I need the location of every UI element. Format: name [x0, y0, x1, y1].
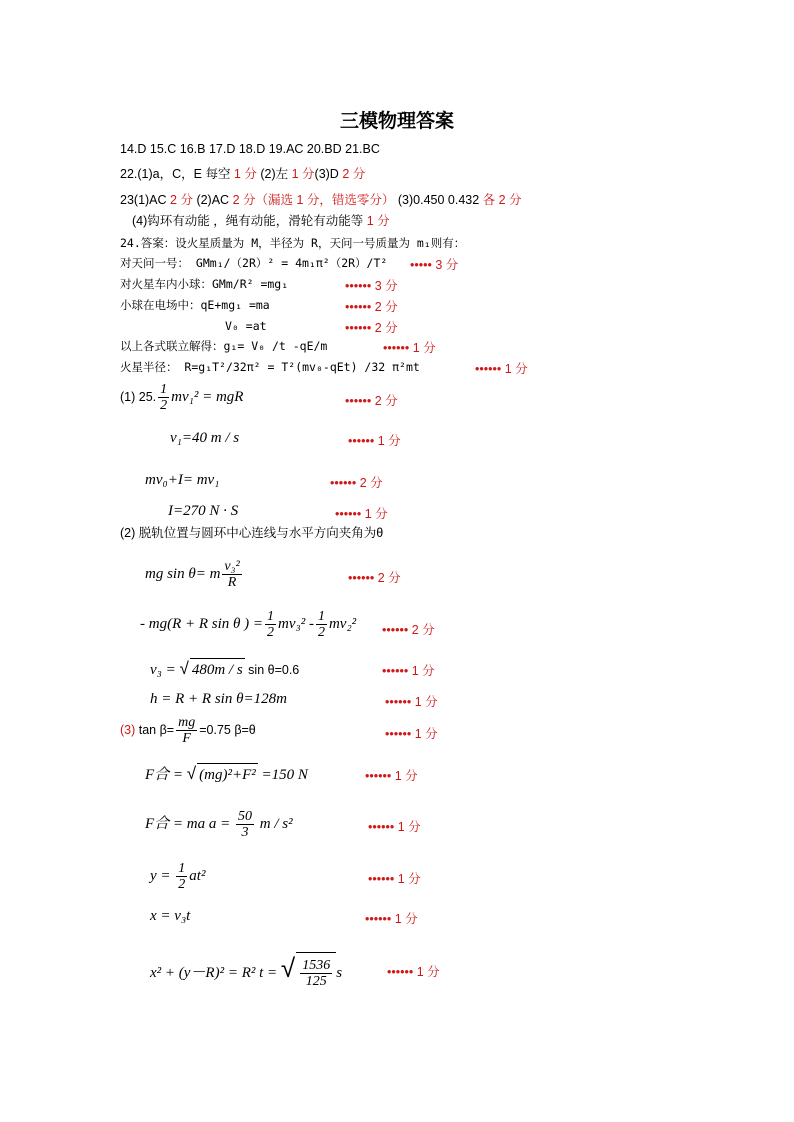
q23-score-1: 2 分 — [170, 193, 193, 207]
q24-line: V₀ =at — [225, 319, 267, 333]
q22-score-3: 2 分 — [342, 167, 366, 181]
q25-eq9-tail: =0.75 β=θ — [199, 723, 256, 737]
q25-eq12-tail: at² — [189, 868, 206, 884]
fraction-half: $\frac{1}{2}$ — [317, 609, 325, 641]
q25-eq10-tail: =150 N — [257, 767, 308, 783]
q25-eq11-text: F合 = ma a = — [145, 816, 234, 832]
fraction: $\frac{mg}{F}$ — [178, 715, 196, 747]
q25-eq5-text: mg sin θ= m — [145, 566, 221, 582]
q25-eq9-pre: tan β= — [135, 723, 175, 737]
q25-eq7-tail: sin θ=0.6 — [244, 663, 300, 677]
q25-eq10: F合 = √ (mg)²+F² =150 N — [145, 763, 308, 786]
q25-score: •••••• 1 分 — [368, 820, 421, 834]
q25-eq9 — [120, 710, 256, 750]
q23-a: 23(1)AC — [120, 193, 171, 207]
q24-heading: 24.答案：设火星质量为 M，半径为 R，天问一号质量为 m₁则有： — [120, 236, 466, 250]
q25-score: •••••• 2 分 — [345, 394, 398, 408]
q22-text: 22.(1)a，C，E 每空 — [120, 167, 234, 181]
sqrt-radicand: 480m / s — [190, 658, 245, 681]
q25-eq1 — [120, 382, 243, 413]
q25-part2-label: (2) 脱轨位置与圆环中心连线与水平方向夹角为θ — [120, 526, 384, 540]
q23-score-2: 2 分（漏选 1 分，错选零分） — [232, 193, 395, 207]
q25-score: •••••• 1 分 — [335, 507, 388, 521]
q22-score-2: 1 分 — [291, 167, 315, 181]
q25-score: •••••• 2 分 — [330, 476, 383, 490]
q24-score: •••••• 2 分 — [345, 300, 398, 314]
q24-score: •••••• 1 分 — [475, 362, 528, 376]
q25-part1-label: (1) 25. — [120, 390, 157, 404]
q25-eq1-text: mv₁² = mgR — [171, 389, 244, 405]
q25-eq4: I=270 N · S — [168, 503, 239, 519]
q24-line: 以上各式联立解得：g₁= V₀ /t -qE/m — [120, 339, 328, 353]
q24-line: 小球在电场中：qE+mg₁ =ma — [120, 298, 270, 312]
q25-part3-label: (3) — [120, 723, 136, 737]
q24-score: ••••• 3 分 — [410, 258, 459, 272]
fraction: $\frac{50}{3}$ — [238, 809, 252, 841]
q25-score: •••••• 1 分 — [365, 769, 418, 783]
q25-eq7-text: v₃ = — [150, 662, 180, 678]
q24-line: 对火星车内小球：GMm/R² =mg₁ — [120, 277, 289, 291]
q25-eq10-text: F合 = — [145, 767, 187, 783]
q25-score: •••••• 1 分 — [382, 664, 435, 678]
q25-eq12-text: y = — [150, 868, 175, 884]
q23-4-text: (4)钩环有动能 ，绳有动能，滑轮有动能等 — [132, 214, 367, 228]
q25-score: •••••• 1 分 — [368, 872, 421, 886]
q25-score: •••••• 2 分 — [348, 571, 401, 585]
q25-eq13: x = v₃t — [150, 908, 191, 924]
sqrt-radicand: (mg)²+F² — [197, 763, 258, 786]
q25-score: •••••• 1 分 — [385, 695, 438, 709]
q22-mid: (2)左 — [256, 167, 292, 181]
q22-score-1: 1 分 — [233, 167, 257, 181]
q25-eq2: v₁=40 m / s — [170, 430, 240, 446]
q25-eq12 — [150, 856, 205, 896]
q25-eq11-tail: m / s² — [256, 816, 293, 832]
q25-eq7: v₃ = √ 480m / s sin θ=0.6 — [150, 658, 299, 681]
q23-b: (2)AC — [192, 193, 233, 207]
q24-score: •••••• 2 分 — [345, 321, 398, 335]
q25-score: •••••• 2 分 — [382, 623, 435, 637]
fraction: $\frac{\text{v₃²}}{R}$ — [224, 559, 240, 591]
q25-score: •••••• 1 分 — [348, 434, 401, 448]
q22-answer — [120, 166, 365, 182]
q24-score: •••••• 1 分 — [383, 341, 436, 355]
q24-line: 对天问一号： GMm₁/（2R）² = 4m₁π²（2R）/T² — [120, 256, 388, 270]
q23-part4 — [132, 213, 390, 229]
q24-score: •••••• 3 分 — [345, 279, 398, 293]
q25-eq8: h = R + R sin θ=128m — [150, 691, 287, 707]
q25-eq6-text: - mg(R + R sin θ ) = — [140, 616, 264, 632]
q24-line: 火星半径： R=g₁T²/32π² = T²(mv₀-qEt) /32 π²mt — [120, 360, 420, 374]
q25-eq3: mv₀+I= mv₁ — [145, 472, 220, 488]
fraction-half: $\frac{1}{2}$ — [178, 861, 186, 893]
q25-score: •••••• 1 分 — [387, 965, 440, 979]
q25-score: •••••• 1 分 — [385, 727, 438, 741]
fraction-half: $\frac{1}{2}$ — [267, 609, 275, 641]
multiple-choice-answers: 14.D 15.C 16.B 17.D 18.D 19.AC 20.BD 21.BC — [120, 142, 380, 156]
q22-mid2: (3)D — [314, 167, 343, 181]
sqrt-fraction: $\frac{1536}{125}$ — [296, 952, 336, 993]
q25-eq6-tail: mv₂² — [328, 616, 357, 632]
q25-eq14-text: x² + (y－R)² = R² t = — [150, 965, 281, 981]
q23-4-score: 1 分 — [366, 214, 390, 228]
fraction-half: $\frac{1}{2}$ — [160, 382, 168, 414]
q23-c: (3)0.450 0.432 — [394, 193, 483, 207]
q25-eq6-mid: mv₃² - — [278, 616, 314, 632]
q25-eq5 — [145, 556, 244, 592]
q25-eq14: x² + (y－R)² = R² t = √ $\frac{1536}{125}$ s — [150, 948, 342, 993]
q25-eq11 — [145, 804, 293, 844]
q23-score-3: 各 2 分 — [482, 193, 522, 207]
q25-score: •••••• 1 分 — [365, 912, 418, 926]
q25-eq14-tail: s — [336, 965, 343, 981]
page-title: 三模物理答案 — [339, 110, 454, 132]
q23-answer — [120, 192, 522, 208]
q25-eq6 — [140, 606, 356, 642]
